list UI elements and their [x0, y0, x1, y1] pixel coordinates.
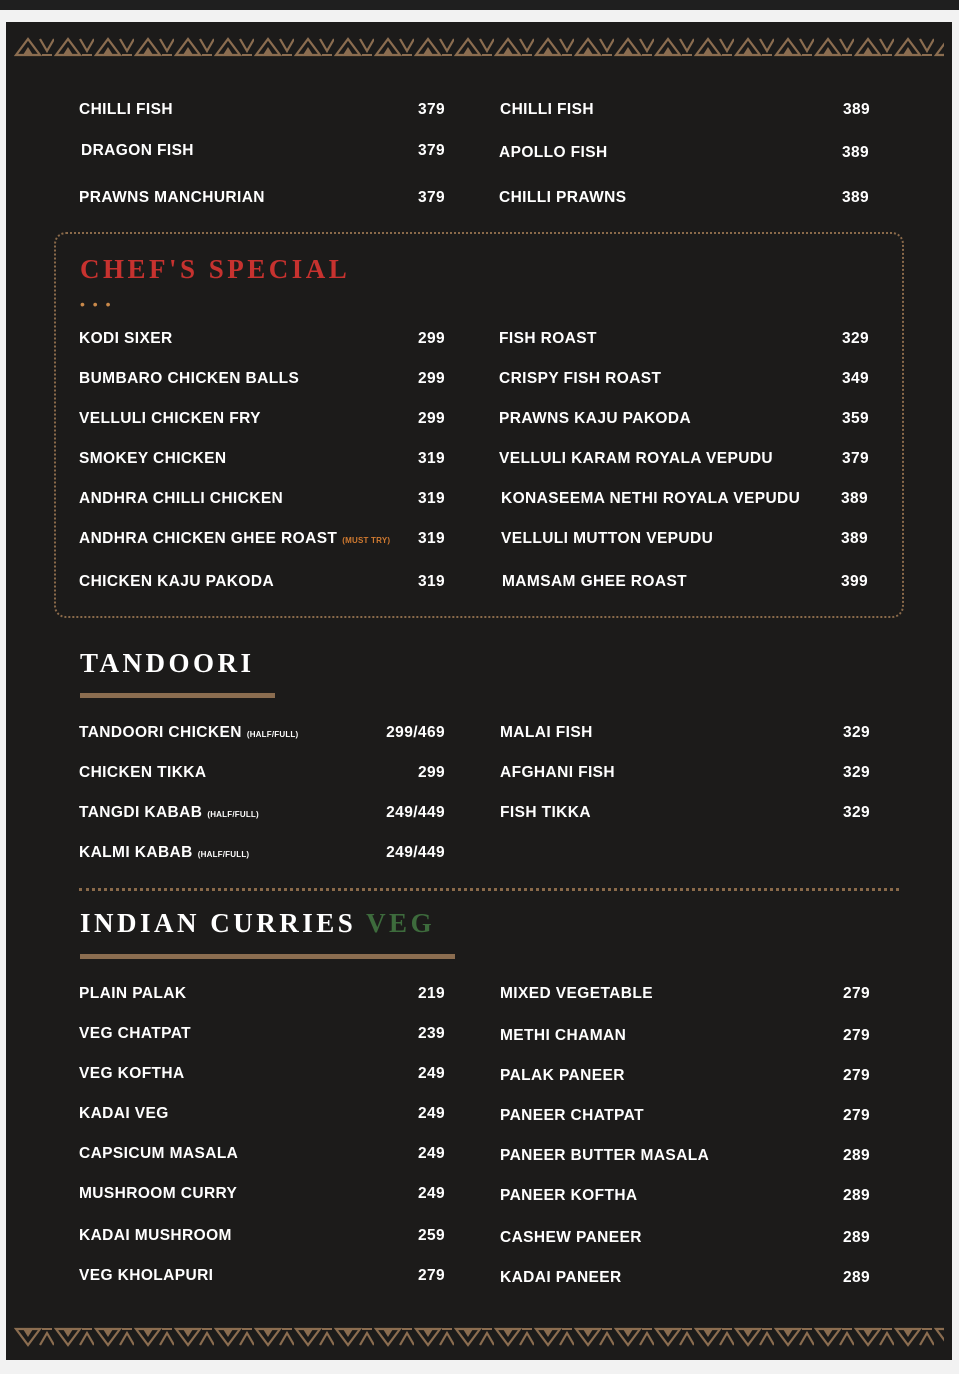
item-price: 399	[840, 573, 868, 590]
item-price: 359	[841, 410, 869, 427]
item-name: CASHEW PANEER	[500, 1229, 642, 1246]
item-price: 389	[840, 490, 868, 507]
item-name-text: KALMI KABAB	[79, 844, 193, 861]
menu-item	[79, 1102, 445, 1126]
item-price: 349	[841, 370, 869, 387]
menu-item	[79, 1062, 445, 1086]
menu-item	[500, 982, 870, 1006]
item-price: 289	[842, 1269, 870, 1286]
item-price: 379	[417, 101, 445, 118]
item-price: 259	[417, 1227, 445, 1244]
menu-item	[500, 1104, 870, 1128]
item-price: 289	[842, 1229, 870, 1246]
top-edge-bar	[0, 0, 959, 10]
menu-item	[79, 841, 445, 865]
menu-item	[79, 1182, 445, 1206]
item-name: VELLULI MUTTON VEPUDU	[501, 530, 714, 547]
item-name: KODI SIXER	[79, 330, 173, 347]
item-price: 289	[842, 1187, 870, 1204]
item-name: VELLULI KARAM ROYALA VEPUDU	[499, 450, 774, 467]
item-price: 279	[842, 985, 870, 1002]
menu-item	[79, 1022, 445, 1046]
item-price: 299	[417, 370, 445, 387]
menu-item	[499, 407, 869, 431]
menu-item	[79, 527, 445, 551]
item-price: 249/449	[386, 804, 445, 821]
item-price: 329	[842, 724, 870, 741]
item-name: MALAI FISH	[500, 724, 593, 741]
item-price: 329	[842, 764, 870, 781]
item-price: 279	[842, 1107, 870, 1124]
menu-item	[79, 1264, 445, 1288]
item-name: VELLULI CHICKEN FRY	[79, 410, 261, 427]
menu-item	[79, 447, 445, 471]
item-name: AFGHANI FISH	[500, 764, 616, 781]
half-full-note: (HALF/FULL)	[197, 850, 250, 859]
item-price: 379	[417, 189, 445, 206]
menu-item	[79, 570, 445, 594]
item-name: CHILLI FISH	[500, 101, 594, 118]
menu-item	[499, 367, 869, 391]
item-name: DRAGON FISH	[81, 142, 194, 159]
menu-item	[500, 98, 870, 122]
must-try-note: (MUST TRY)	[342, 536, 391, 545]
item-price: 389	[841, 189, 869, 206]
item-name	[79, 721, 298, 747]
item-price: 249	[417, 1185, 445, 1202]
section-title-chefs-special: CHEF'S SPECIAL	[80, 254, 351, 284]
item-name: BUMBARO CHICKEN BALLS	[79, 370, 300, 387]
section-title-indian-curries	[80, 908, 435, 939]
item-price: 299/469	[386, 724, 445, 741]
item-name: VEG KHOLAPURI	[79, 1267, 214, 1284]
section-divider	[79, 888, 899, 891]
item-name: MAMSAM GHEE ROAST	[502, 573, 688, 590]
item-price: 279	[842, 1067, 870, 1084]
item-price: 249/449	[386, 844, 445, 861]
menu-item	[499, 186, 869, 210]
item-price: 319	[417, 530, 445, 547]
menu-item	[81, 139, 445, 163]
item-price: 249	[417, 1105, 445, 1122]
item-name: PANEER CHATPAT	[500, 1107, 644, 1124]
item-name: CRISPY FISH ROAST	[499, 370, 662, 387]
menu-item	[500, 1184, 870, 1208]
item-price: 329	[841, 330, 869, 347]
item-price: 299	[417, 330, 445, 347]
item-name: MUSHROOM CURRY	[79, 1185, 238, 1202]
item-price: 219	[417, 985, 445, 1002]
item-name: KADAI VEG	[79, 1105, 169, 1122]
section-underline	[80, 693, 275, 698]
menu-item	[500, 1064, 870, 1088]
item-name: APOLLO FISH	[499, 144, 608, 161]
item-price: 319	[417, 490, 445, 507]
menu-item	[79, 801, 445, 825]
item-name	[79, 527, 390, 553]
item-price: 389	[841, 144, 869, 161]
item-name: KONASEEMA NETHI ROYALA VEPUDU	[501, 490, 801, 507]
item-price: 389	[840, 530, 868, 547]
menu-item	[79, 1224, 445, 1248]
item-name: VEG KOFTHA	[79, 1065, 185, 1082]
item-name: PALAK PANEER	[500, 1067, 625, 1084]
menu-item	[500, 1226, 870, 1250]
item-name-text: ANDHRA CHICKEN GHEE ROAST	[79, 530, 338, 547]
item-name: MIXED VEGETABLE	[500, 985, 653, 1002]
menu-item	[79, 761, 445, 785]
item-price: 329	[842, 804, 870, 821]
item-price: 289	[842, 1147, 870, 1164]
menu-item	[79, 721, 445, 745]
tribal-border-bottom	[14, 1326, 944, 1350]
item-name: PLAIN PALAK	[79, 985, 187, 1002]
item-price: 249	[417, 1145, 445, 1162]
menu-item	[500, 1266, 870, 1290]
menu-item	[499, 447, 869, 471]
item-name-text: TANDOORI CHICKEN	[79, 724, 242, 741]
item-name: CAPSICUM MASALA	[79, 1145, 239, 1162]
item-price: 299	[417, 410, 445, 427]
ornament-dots: • • •	[80, 296, 113, 312]
item-price: 239	[417, 1025, 445, 1042]
menu-item	[79, 367, 445, 391]
section-title-accent: VEG	[366, 908, 436, 938]
item-price: 299	[417, 764, 445, 781]
item-price: 319	[417, 450, 445, 467]
menu-item	[79, 982, 445, 1006]
item-name: CHILLI FISH	[79, 101, 173, 118]
menu-item	[79, 327, 445, 351]
item-name: CHILLI PRAWNS	[499, 189, 627, 206]
item-name: ANDHRA CHILLI CHICKEN	[79, 490, 284, 507]
section-underline	[80, 954, 455, 959]
item-name: CHICKEN TIKKA	[79, 764, 207, 781]
menu-item	[79, 1142, 445, 1166]
menu-item	[500, 801, 870, 825]
menu-item	[501, 527, 868, 551]
item-price: 389	[842, 101, 870, 118]
item-name	[79, 841, 249, 867]
item-name: PRAWNS MANCHURIAN	[79, 189, 265, 206]
item-name: CHICKEN KAJU PAKODA	[79, 573, 275, 590]
item-name: PRAWNS KAJU PAKODA	[499, 410, 692, 427]
menu-item	[500, 1024, 870, 1048]
item-name: VEG CHATPAT	[79, 1025, 192, 1042]
item-name: KADAI PANEER	[500, 1269, 622, 1286]
item-name: FISH TIKKA	[500, 804, 591, 821]
item-name-text: TANGDI KABAB	[79, 804, 203, 821]
menu-item	[500, 721, 870, 745]
item-price: 249	[417, 1065, 445, 1082]
half-full-note: (HALF/FULL)	[246, 730, 299, 739]
item-name: KADAI MUSHROOM	[79, 1227, 232, 1244]
menu-item	[500, 761, 870, 785]
menu-item	[499, 141, 869, 165]
section-title-text: INDIAN CURRIES	[80, 908, 357, 938]
item-price: 319	[417, 573, 445, 590]
menu-item	[79, 487, 445, 511]
menu-page	[6, 22, 952, 1360]
menu-item	[499, 327, 869, 351]
menu-item	[79, 186, 445, 210]
half-full-note: (HALF/FULL)	[207, 810, 259, 819]
section-title-tandoori: TANDOORI	[80, 648, 255, 678]
item-name: PANEER BUTTER MASALA	[500, 1147, 710, 1164]
menu-item	[502, 570, 868, 594]
item-price: 279	[417, 1267, 445, 1284]
menu-item	[500, 1144, 870, 1168]
menu-item	[501, 487, 868, 511]
item-name: PANEER KOFTHA	[500, 1187, 638, 1204]
item-price: 379	[417, 142, 445, 159]
item-name: SMOKEY CHICKEN	[79, 450, 227, 467]
item-name: FISH ROAST	[499, 330, 597, 347]
menu-item	[79, 407, 445, 431]
item-price: 279	[842, 1027, 870, 1044]
item-price: 379	[841, 450, 869, 467]
tribal-border-top	[14, 34, 944, 58]
item-name: METHI CHAMAN	[500, 1027, 627, 1044]
menu-item	[79, 98, 445, 122]
item-name	[79, 801, 259, 827]
